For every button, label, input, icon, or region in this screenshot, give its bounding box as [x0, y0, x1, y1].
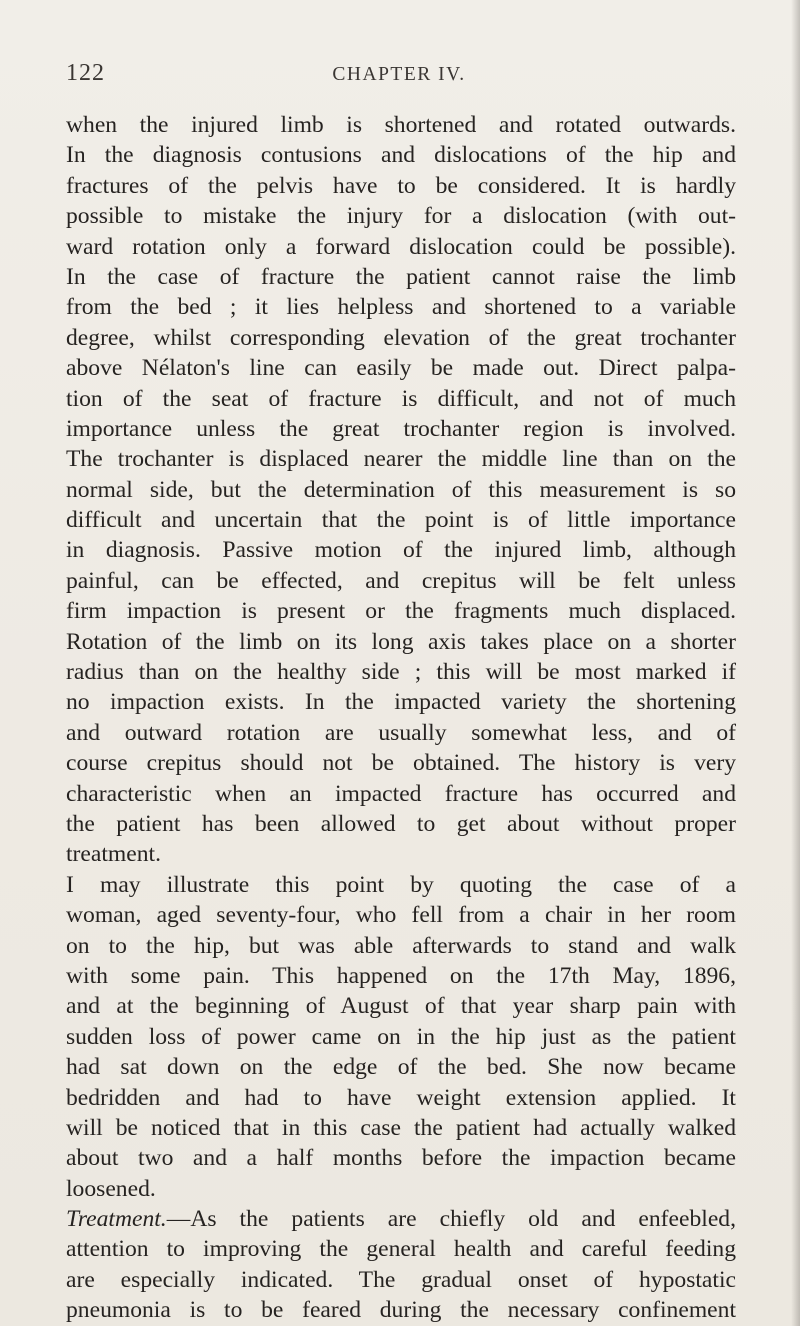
text-line: had sat down on the edge of the bed. She now became	[66, 1054, 736, 1081]
text-line: Rotation of the limb on its long axis takes place on a shorter	[66, 628, 736, 655]
text-line: difficult and uncertain that the point is of little importance	[66, 507, 736, 534]
text-line: tion of the seat of fracture is difficult, and not of much	[66, 385, 736, 412]
text-line: sudden loss of power came on in the hip just as the patient	[66, 1023, 736, 1050]
text-line: when the injured limb is shortened and rotated outwards.	[66, 112, 736, 138]
text-line: firm impaction is present or the fragments much displaced.	[66, 598, 736, 625]
text-line: loosened.	[66, 1175, 156, 1202]
text-line: pneumonia is to be feared during the necessary confinement	[66, 1297, 736, 1324]
text-line: importance unless the great trochanter region is involved.	[66, 415, 736, 442]
text-line: and outward rotation are usually somewhat less, and of	[66, 719, 736, 746]
treatment-run-in-heading: Treatment.	[66, 1206, 167, 1233]
text-line: above Nélaton's line can easily be made out. Direct palpa-	[66, 355, 736, 382]
body-text	[66, 110, 736, 1326]
text-line: treatment.	[66, 841, 161, 868]
text-line: fractures of the pelvis have to be considered. It is hardly	[66, 172, 736, 199]
paragraph-3	[66, 1204, 736, 1326]
text-line: the patient has been allowed to get about without proper	[66, 810, 736, 837]
text-line: are especially indicated. The gradual onset of hypostatic	[66, 1266, 736, 1293]
text-line: about two and a half months before the impaction became	[66, 1145, 736, 1172]
page-edge-shadow	[791, 0, 800, 1326]
text-line: bedridden and had to have weight extension applied. It	[66, 1084, 736, 1111]
page-header	[66, 60, 732, 94]
text-line-with-heading	[66, 1204, 736, 1234]
text-line: normal side, but the determination of this measurement is so	[66, 476, 736, 503]
text-line: In the case of fracture the patient cannot raise the limb	[66, 263, 736, 290]
running-head: CHAPTER IV.	[332, 64, 466, 85]
text-line: possible to mistake the injury for a dislocation (with out-	[66, 203, 736, 230]
text-line: with some pain. This happened on the 17th May, 1896,	[66, 962, 736, 989]
text-line: The trochanter is displaced nearer the middle line than on the	[66, 446, 736, 473]
text-line: woman, aged seventy-four, who fell from a chair in her room	[66, 902, 736, 929]
paragraph-1	[66, 110, 736, 870]
text-line: and at the beginning of August of that year sharp pain with	[66, 993, 736, 1020]
text-line: attention to improving the general health and careful feeding	[66, 1236, 736, 1263]
text-line: course crepitus should not be obtained. The history is very	[66, 750, 736, 777]
page-number: 122	[66, 60, 105, 86]
text-line: ward rotation only a forward dislocation could be possible).	[66, 233, 736, 260]
text-line: I may illustrate this point by quoting the case of a	[66, 871, 736, 898]
text-line: degree, whilst corresponding elevation of the great trochanter	[66, 324, 736, 351]
text-line: no impaction exists. In the impacted variety the shortening	[66, 689, 736, 716]
text-fragment: —As the patients are chiefly old and enfeebled,	[166, 1206, 736, 1233]
text-line: painful, can be effected, and crepitus will be felt unless	[66, 567, 736, 594]
text-line: characteristic when an impacted fracture has occurred and	[66, 780, 736, 807]
text-line: from the bed ; it lies helpless and shortened to a variable	[66, 294, 736, 321]
text-line: In the diagnosis contusions and dislocations of the hip and	[66, 142, 736, 169]
text-line: will be noticed that in this case the patient had actually walked	[66, 1114, 736, 1141]
text-line: on to the hip, but was able afterwards to stand and walk	[66, 932, 736, 959]
text-line: in diagnosis. Passive motion of the injured limb, although	[66, 537, 736, 564]
paragraph-2	[66, 870, 736, 1204]
text-line: radius than on the healthy side ; this will be most marked if	[66, 659, 736, 686]
